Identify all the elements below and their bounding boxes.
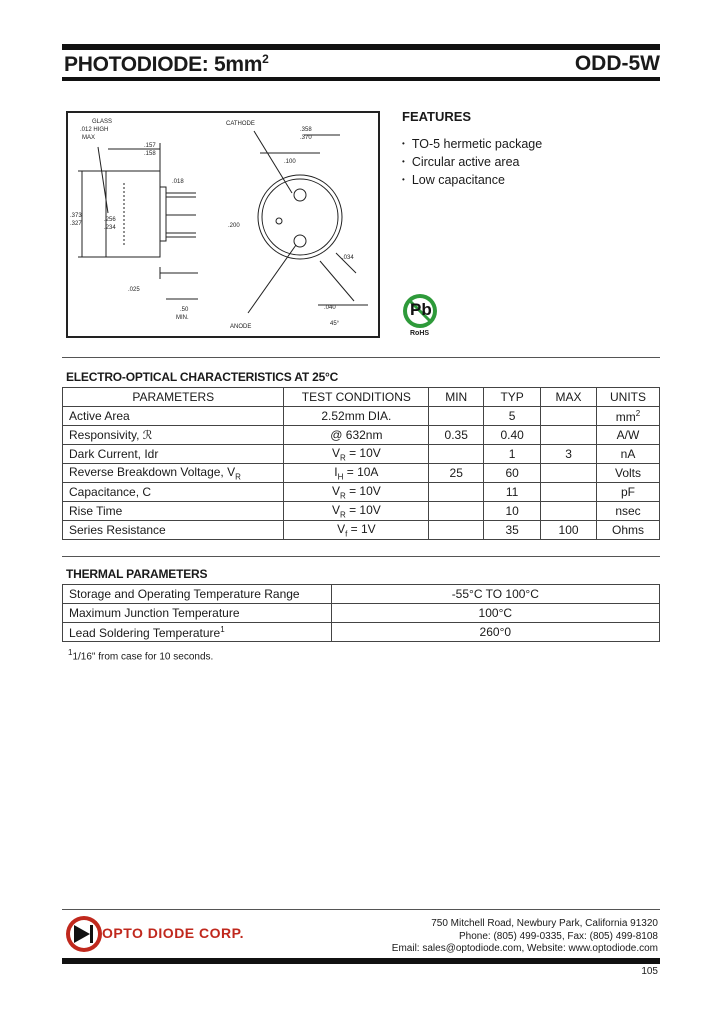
col-header: UNITS — [597, 388, 660, 407]
table-row: Dark Current, Idr $V_R = 10V$ 1 3 nA — [63, 445, 660, 464]
table-row: Responsivity, ℛ @ 632nm 0.35 0.40 A/W — [63, 426, 660, 445]
svg-text:.158: .158 — [144, 151, 156, 157]
rohs-symbol: Pb — [410, 300, 432, 319]
electro-heading: ELECTRO-OPTICAL CHARACTERISTICS AT 25°C — [66, 370, 339, 384]
table-row: Rise Time $V_R = 10V$ 10 nsec — [63, 502, 660, 521]
features-list — [402, 135, 542, 189]
thermal-table — [62, 584, 660, 642]
email-website: Email: sales@optodiode.com, Website: www.optodiode.com — [391, 943, 658, 954]
mechanical-drawing — [66, 111, 380, 338]
address: 750 Mitchell Road, Newbury Park, California 91320 — [431, 918, 658, 929]
phone-fax: Phone: (805) 499-0335, Fax: (805) 499-8108 — [458, 930, 658, 942]
svg-text:.200: .200 — [228, 223, 240, 229]
electro-optical-table — [62, 387, 660, 540]
svg-text:.327: .327 — [70, 221, 82, 227]
section-rule — [62, 556, 660, 557]
section-rule — [62, 357, 660, 358]
table-row: Reverse Breakdown Voltage, $V_R$ $I_H = 10A$ 25 60 Volts — [63, 464, 660, 483]
company-name: OPTO DIODE CORP. — [102, 925, 245, 941]
svg-text:MAX: MAX — [82, 135, 96, 141]
company-logo — [64, 914, 274, 954]
svg-text:CATHODE: CATHODE — [226, 121, 255, 127]
feature-item: • Low capacitance — [402, 171, 542, 189]
footnote: $^1$1/16" from case for 10 seconds. — [68, 648, 214, 663]
table-row: Capacitance, C $V_R = 10V$ 11 pF — [63, 483, 660, 502]
thermal-heading: THERMAL PARAMETERS — [66, 567, 208, 581]
svg-text:.025: .025 — [128, 287, 140, 293]
svg-text:.034: .034 — [342, 255, 354, 261]
svg-text:.373: .373 — [70, 213, 82, 219]
svg-text:GLASS: GLASS — [92, 119, 113, 125]
part-number: ODD-5W — [574, 52, 660, 75]
feature-item: • Circular active area — [402, 153, 542, 171]
svg-text:.234: .234 — [104, 225, 116, 231]
bottom-rule — [62, 958, 660, 964]
svg-text:.50: .50 — [180, 307, 189, 313]
svg-text:.018: .018 — [172, 179, 184, 185]
svg-text:.040: .040 — [324, 305, 336, 311]
diode-logo-icon — [64, 914, 104, 954]
header-rule — [62, 77, 660, 81]
table-row: Storage and Operating Temperature Range -55°C TO 100°C — [63, 585, 660, 604]
svg-text:MIN.: MIN. — [176, 315, 189, 321]
footer-rule — [62, 909, 660, 910]
feature-item: • TO-5 hermetic package — [402, 135, 542, 153]
table-row: Maximum Junction Temperature 100°C — [63, 604, 660, 623]
top-rule — [62, 44, 660, 50]
col-header: MAX — [541, 388, 597, 407]
table-row: Lead Soldering Temperature$^1$ 260°0 — [63, 623, 660, 642]
col-header: TEST CONDITIONS — [284, 388, 429, 407]
col-header: PARAMETERS — [63, 388, 284, 407]
features-heading: FEATURES — [402, 109, 472, 124]
page-title: PHOTODIODE: $5mm^2$ — [64, 52, 269, 76]
svg-text:.012 HIGH: .012 HIGH — [80, 127, 109, 133]
table-row: Series Resistance $V_f = 1V$ 35 100 Ohms — [63, 521, 660, 540]
page-number: 105 — [641, 966, 658, 977]
table-header-row — [63, 388, 660, 407]
svg-text:.256: .256 — [104, 217, 116, 223]
svg-text:.157: .157 — [144, 143, 156, 149]
svg-text:.370: .370 — [300, 135, 312, 141]
svg-text:.358: .358 — [300, 127, 312, 133]
rohs-label: RoHS — [410, 330, 430, 337]
col-header: TYP — [484, 388, 541, 407]
svg-text:ANODE: ANODE — [230, 324, 252, 330]
table-row: Active Area 2.52mm DIA. 5 $mm^2$ — [63, 407, 660, 426]
svg-text:.100: .100 — [284, 159, 296, 165]
contact-block — [392, 918, 658, 956]
svg-text:45°: 45° — [330, 321, 340, 327]
rohs-badge — [400, 292, 442, 340]
col-header: MIN — [429, 388, 484, 407]
